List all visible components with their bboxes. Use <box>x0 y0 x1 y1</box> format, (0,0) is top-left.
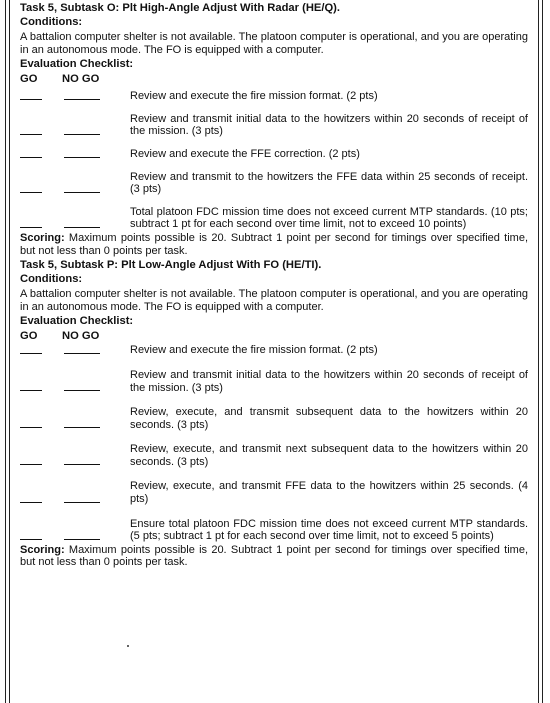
checklist-item-text: Review and execute the fire mission format. (2 pts) <box>130 90 378 103</box>
go-blank-line[interactable] <box>20 227 42 228</box>
checklist-item <box>20 369 528 394</box>
subtask-p-checklist-label: Evaluation Checklist: <box>20 315 134 328</box>
checklist-item <box>20 148 528 161</box>
right-border-line-outer <box>542 0 543 703</box>
nogo-blank-line[interactable] <box>64 502 100 503</box>
checklist-item <box>20 113 528 138</box>
go-blank-line[interactable] <box>20 539 42 540</box>
nogo-blank-line[interactable] <box>64 157 100 158</box>
left-border-line-inner <box>9 0 10 703</box>
go-blank-line[interactable] <box>20 192 42 193</box>
subtask-p-section <box>20 259 528 569</box>
checklist-item <box>20 206 528 231</box>
scoring-text: Maximum points possible is 20. Subtract 1 point per second for timings over specified time, but not less than 0 points per task. <box>20 231 528 257</box>
checklist-item <box>20 171 528 196</box>
subtask-o-scoring <box>20 232 528 257</box>
checklist-item <box>20 90 528 103</box>
document-page <box>20 2 528 571</box>
go-blank-line[interactable] <box>20 390 42 391</box>
left-border-line-outer <box>5 0 6 703</box>
subtask-p-conditions-label: Conditions: <box>20 273 83 286</box>
subtask-o-column-headers <box>20 73 528 86</box>
nogo-blank-line[interactable] <box>64 134 100 135</box>
checklist-item <box>20 406 528 431</box>
checklist-item-text: Review, execute, and transmit next subsequent data to the howitzers within 20 seconds. (3 pts) <box>130 443 528 468</box>
go-blank-line[interactable] <box>20 502 42 503</box>
checklist-item <box>20 518 528 543</box>
subtask-p-scoring <box>20 544 528 569</box>
go-column-header: GO <box>20 73 38 86</box>
subtask-o-checklist-label: Evaluation Checklist: <box>20 58 134 71</box>
nogo-blank-line[interactable] <box>64 464 100 465</box>
checklist-item-text: Review, execute, and transmit FFE data to the howitzers within 25 seconds. (4 pts) <box>130 480 528 506</box>
checklist-item-text: Ensure total platoon FDC mission time does not exceed current MTP standards. (5 pts; subtract 1 pt for each second over time limit, not to exceed 5 points) <box>130 517 528 543</box>
subtask-o-conditions-text: A battalion computer shelter is not available. The platoon computer is operational, and you are operating in an autonomous mode. The FO is equipped with a computer. <box>20 31 528 56</box>
checklist-item-text: Review and execute the fire mission format. (2 pts) <box>130 344 378 357</box>
go-blank-line[interactable] <box>20 99 42 100</box>
subtask-p-conditions-text: A battalion computer shelter is not available. The platoon computer is operational, and you are operating in an autonomous mode. The FO is equipped with a computer. <box>20 288 528 313</box>
checklist-item-text: Review and transmit initial data to the howitzers within 20 seconds of receipt of the mission. (3 pts) <box>130 368 528 394</box>
subtask-o-conditions-label: Conditions: <box>20 16 83 28</box>
go-column-header: GO <box>20 330 38 343</box>
nogo-blank-line[interactable] <box>64 353 100 354</box>
nogo-blank-line[interactable] <box>64 427 100 428</box>
checklist-item-text: Review and transmit initial data to the howitzers within 20 seconds of receipt of the mission. (3 pts) <box>130 112 528 138</box>
scoring-label: Scoring: <box>20 543 65 556</box>
go-blank-line[interactable] <box>20 353 42 354</box>
checklist-item-text: Review and transmit to the howitzers the FFE data within 25 seconds of receipt. (3 pts) <box>130 170 528 196</box>
go-blank-line[interactable] <box>20 134 42 135</box>
subtask-p-column-headers <box>20 330 528 343</box>
subtask-o-section <box>20 2 528 257</box>
checklist-item <box>20 443 528 468</box>
nogo-blank-line[interactable] <box>64 227 100 228</box>
right-border-line-inner <box>538 0 539 703</box>
nogo-blank-line[interactable] <box>64 390 100 391</box>
subtask-p-title: Task 5, Subtask P: Plt Low-Angle Adjust With FO (HE/TI). <box>20 259 322 272</box>
stray-mark <box>127 645 129 647</box>
checklist-item-text: Review and execute the FFE correction. (2 pts) <box>130 147 360 160</box>
nogo-blank-line[interactable] <box>64 539 100 540</box>
nogo-column-header: NO GO <box>62 73 100 86</box>
go-blank-line[interactable] <box>20 157 42 158</box>
checklist-item-text: Review, execute, and transmit subsequent data to the howitzers within 20 seconds. (3 pts) <box>130 406 528 431</box>
nogo-blank-line[interactable] <box>64 99 100 100</box>
checklist-item-text: Total platoon FDC mission time does not exceed current MTP standards. (10 pts; subtract 1 pt for each second over time limit, not to exceed 10 points) <box>130 205 528 231</box>
scoring-text: Maximum points possible is 20. Subtract 1 point per second for timings over specified time, but not less than 0 points per task. <box>20 543 528 569</box>
go-blank-line[interactable] <box>20 464 42 465</box>
subtask-o-title: Task 5, Subtask O: Plt High-Angle Adjust With Radar (HE/Q). <box>20 2 341 14</box>
nogo-blank-line[interactable] <box>64 192 100 193</box>
go-blank-line[interactable] <box>20 427 42 428</box>
checklist-item <box>20 480 528 505</box>
scoring-label: Scoring: <box>20 231 65 244</box>
checklist-item <box>20 344 528 357</box>
nogo-column-header: NO GO <box>62 330 100 343</box>
